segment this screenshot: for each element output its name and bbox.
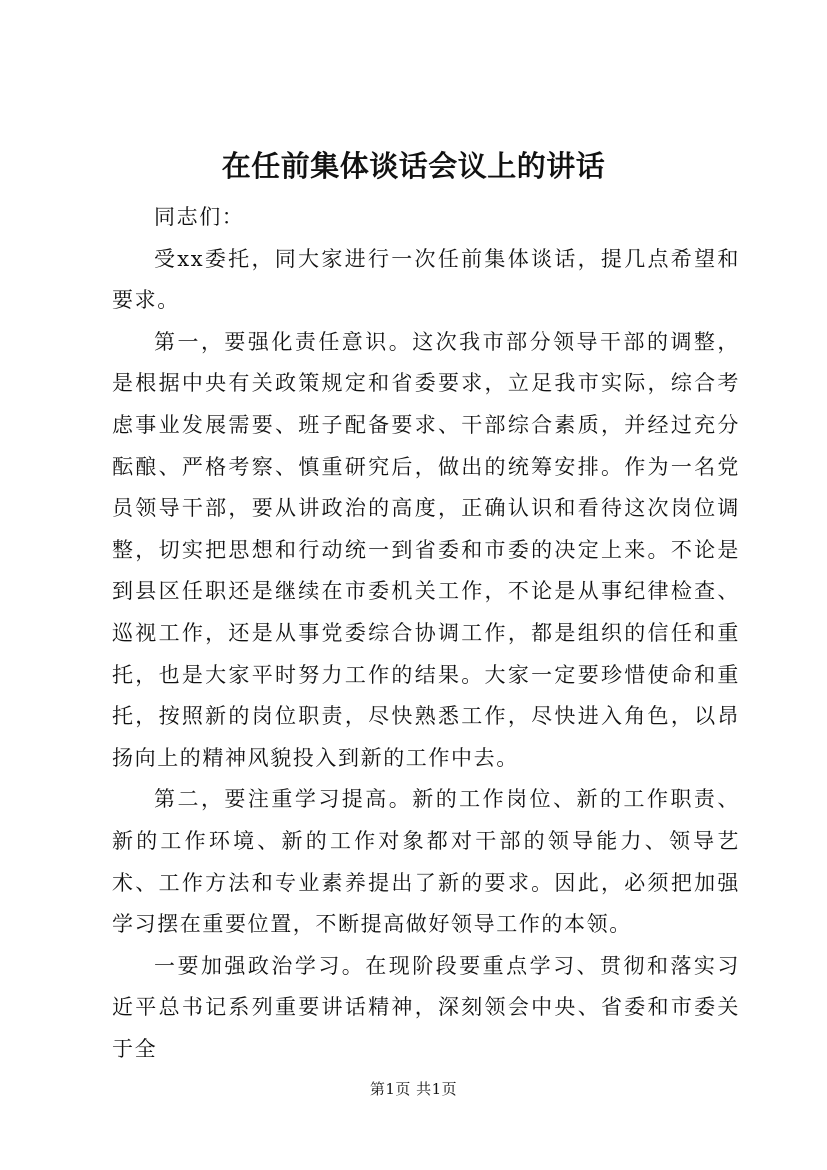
document-body (112, 197, 740, 1070)
page-number-footer: 第1页 共1页 (369, 1080, 458, 1098)
document-title: 在任前集体谈话会议上的讲话 (221, 149, 606, 183)
point-one-paragraph: 第一，要强化责任意识。这次我市部分领导干部的调整，是根据中央有关政策规定和省委要求，立足我市实际，综合考虑事业发展需要、班子配备要求、干部综合素质，并经过充分酝酿、严格考察、慎重研究后，做出的统筹安排。作为一名党员领导干部，要从讲政治的高度，正确认识和看待这次岗位调整，切实把思想和行动统一到省委和市委的决定上来。不论是到县区任职还是继续在市委机关工作，不论是从事纪律检查、巡视工作，还是从事党委综合协调工作，都是组织的信任和重托，也是大家平时努力工作的结果。大家一定要珍惜使命和重托，按照新的岗位职责，尽快熟悉工作，尽快进入角色，以昂扬向上的精神风貌投入到新的工作中去。 (112, 329, 740, 770)
point-two-paragraph: 第二，要注重学习提高。新的工作岗位、新的工作职责、新的工作环境、新的工作对象都对干部的领导能力、领导艺术、工作方法和专业素养提出了新的要求。因此，必须把加强学习摆在重要位置，不断提高做好领导工作的本领。 (112, 787, 740, 937)
intro-paragraph: 受xx委托，同大家进行一次任前集体谈话，提几点希望和要求。 (112, 246, 740, 313)
sub-point-paragraph: 一要加强政治学习。在现阶段要重点学习、贯彻和落实习近平总书记系列重要讲话精神，深刻领会中央、省委和市委关于全 (112, 953, 740, 1061)
salutation-paragraph: 同志们： (154, 205, 245, 229)
